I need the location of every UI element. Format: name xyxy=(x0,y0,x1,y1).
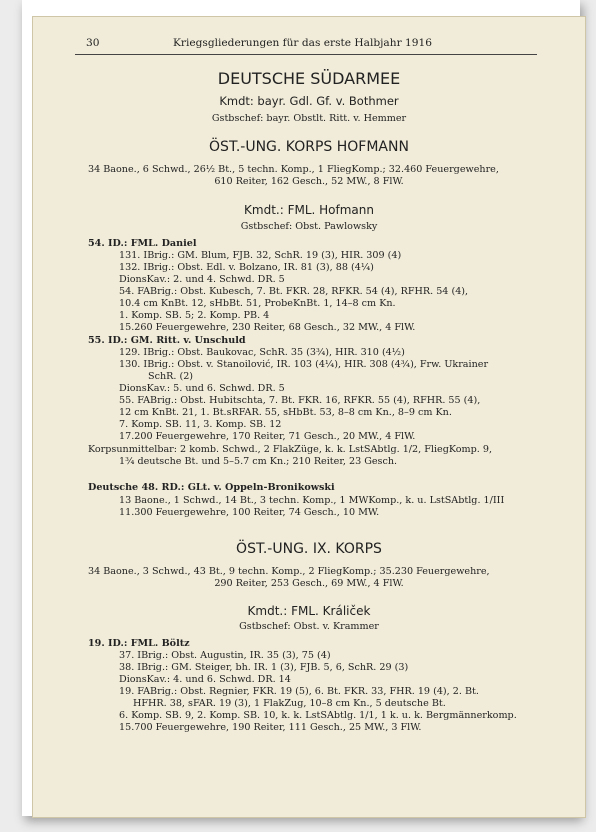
army-title: DEUTSCHE SÜDARMEE xyxy=(217,69,401,88)
division-19-line: 37. IBrig.: Obst. Augustin, IR. 35 (3), 75 (4) xyxy=(119,650,331,661)
running-title: Kriegsgliederungen für das erste Halbjahr 1916 xyxy=(173,37,432,49)
division-19-line: 6. Komp. SB. 9, 2. Komp. SB. 10, k. k. LstSAbtlg. 1/1, 1 k. u. k. Bergmännerkomp. xyxy=(119,710,517,721)
corps-troops-line: Korpsunmittelbar: 2 komb. Schwd., 2 FlakZüge, k. k. LstSAbtlg. 1/2, FliegKomp. 9, xyxy=(88,444,493,455)
division-54-line: 131. IBrig.: GM. Blum, FJB. 32, SchR. 19 (3), HIR. 309 (4) xyxy=(119,250,402,261)
corps1-commander: Kmdt.: FML. Hofmann xyxy=(244,203,374,217)
corps1-title: ÖST.-UNG. KORPS HOFMANN xyxy=(209,139,409,155)
division-55-line: 12 cm KnBt. 21, 1. Bt.sRFAR. 55, sHbBt. 53, 8–8 cm Kn., 8–9 cm Kn. xyxy=(119,407,452,418)
division-55-line: 129. IBrig.: Obst. Baukovac, SchR. 35 (3¾), HIR. 310 (4½) xyxy=(119,347,405,358)
division-19-line: 19. FABrig.: Obst. Regnier, FKR. 19 (5), 6. Bt. FKR. 33, FHR. 19 (4), 2. Bt. xyxy=(119,686,479,697)
division-55-heading: 55. ID.: GM. Ritt. v. Unschuld xyxy=(88,335,246,346)
division-19-line: 15.700 Feuergewehre, 190 Reiter, 111 Gesch., 25 MW., 3 FlW. xyxy=(119,722,422,733)
reserve-division-48-line: 11.300 Feuergewehre, 100 Reiter, 74 Gesch., 10 MW. xyxy=(119,507,380,518)
division-55-line: SchR. (2) xyxy=(148,371,194,382)
corps1-summary-line: 34 Baone., 6 Schwd., 26½ Bt., 5 techn. Komp., 1 FliegKomp.; 32.460 Feuergewehre, xyxy=(88,164,499,175)
division-55-line: DionsKav.: 5. und 6. Schwd. DR. 5 xyxy=(119,383,285,394)
reserve-division-48-heading: Deutsche 48. RD.: GLt. v. Oppeln-Bronikowski xyxy=(88,482,335,493)
division-19-heading: 19. ID.: FML. Böltz xyxy=(88,638,190,649)
document-page xyxy=(32,16,586,818)
division-54-line: 15.260 Feuergewehre, 230 Reiter, 68 Gesch., 32 MW., 4 FlW. xyxy=(119,322,416,333)
division-54-line: DionsKav.: 2. und 4. Schwd. DR. 5 xyxy=(119,274,285,285)
division-55-line: 7. Komp. SB. 11, 3. Komp. SB. 12 xyxy=(119,419,282,430)
army-chief-of-staff: Gstbschef: bayr. Obstlt. Ritt. v. Hemmer xyxy=(211,113,407,124)
division-19-line: DionsKav.: 4. und 6. Schwd. DR. 14 xyxy=(119,674,291,685)
corps1-chief-of-staff: Gstbschef: Obst. Pawlowsky xyxy=(240,221,378,232)
division-55-line: 130. IBrig.: Obst. v. Stanoilović, IR. 103 (4¼), HIR. 308 (4¾), Frw. Ukrainer xyxy=(119,359,489,370)
page-number: 30 xyxy=(86,37,100,49)
corps2-summary-line: 290 Reiter, 253 Gesch., 69 MW., 4 FlW. xyxy=(214,578,404,589)
division-19-line: HFHR. 38, sFAR. 19 (3), 1 FlakZug, 10–8 cm Kn., 5 deutsche Bt. xyxy=(133,698,446,709)
reserve-division-48-line: 13 Baone., 1 Schwd., 14 Bt., 3 techn. Komp., 1 MWKomp., k. u. LstSAbtlg. 1/III xyxy=(119,495,505,506)
corps-troops-line: 1¾ deutsche Bt. und 5–5.7 cm Kn.; 210 Reiter, 23 Gesch. xyxy=(119,456,398,467)
corps2-commander: Kmdt.: FML. Králiček xyxy=(247,604,371,618)
division-54-line: 132. IBrig.: Obst. Edl. v. Bolzano, IR. 81 (3), 88 (4¼) xyxy=(119,262,374,273)
corps2-chief-of-staff: Gstbschef: Obst. v. Krammer xyxy=(239,621,379,632)
header-rule xyxy=(75,54,537,55)
corps2-summary-line: 34 Baone., 3 Schwd., 43 Bt., 9 techn. Komp., 2 FliegKomp.; 35.230 Feuergewehre, xyxy=(88,566,490,577)
corps1-summary-line: 610 Reiter, 162 Gesch., 52 MW., 8 FlW. xyxy=(214,176,404,187)
division-54-line: 10.4 cm KnBt. 12, sHbBt. 51, ProbeKnBt. 1, 14–8 cm Kn. xyxy=(119,298,396,309)
division-55-line: 55. FABrig.: Obst. Hubitschta, 7. Bt. FKR. 16, RFKR. 55 (4), RFHR. 55 (4), xyxy=(119,395,481,406)
division-55-line: 17.200 Feuergewehre, 170 Reiter, 71 Gesch., 20 MW., 4 FlW. xyxy=(119,431,416,442)
division-54-line: 54. FABrig.: Obst. Kubesch, 7. Bt. FKR. 28, RFKR. 54 (4), RFHR. 54 (4), xyxy=(119,286,469,297)
army-commander: Kmdt: bayr. Gdl. Gf. v. Bothmer xyxy=(219,94,399,108)
division-54-heading: 54. ID.: FML. Daniel xyxy=(88,238,197,249)
division-19-line: 38. IBrig.: GM. Steiger, bh. IR. 1 (3), FJB. 5, 6, SchR. 29 (3) xyxy=(119,662,409,673)
corps2-title: ÖST.-UNG. IX. KORPS xyxy=(236,541,382,557)
division-54-line: 1. Komp. SB. 5; 2. Komp. PB. 4 xyxy=(119,310,270,321)
